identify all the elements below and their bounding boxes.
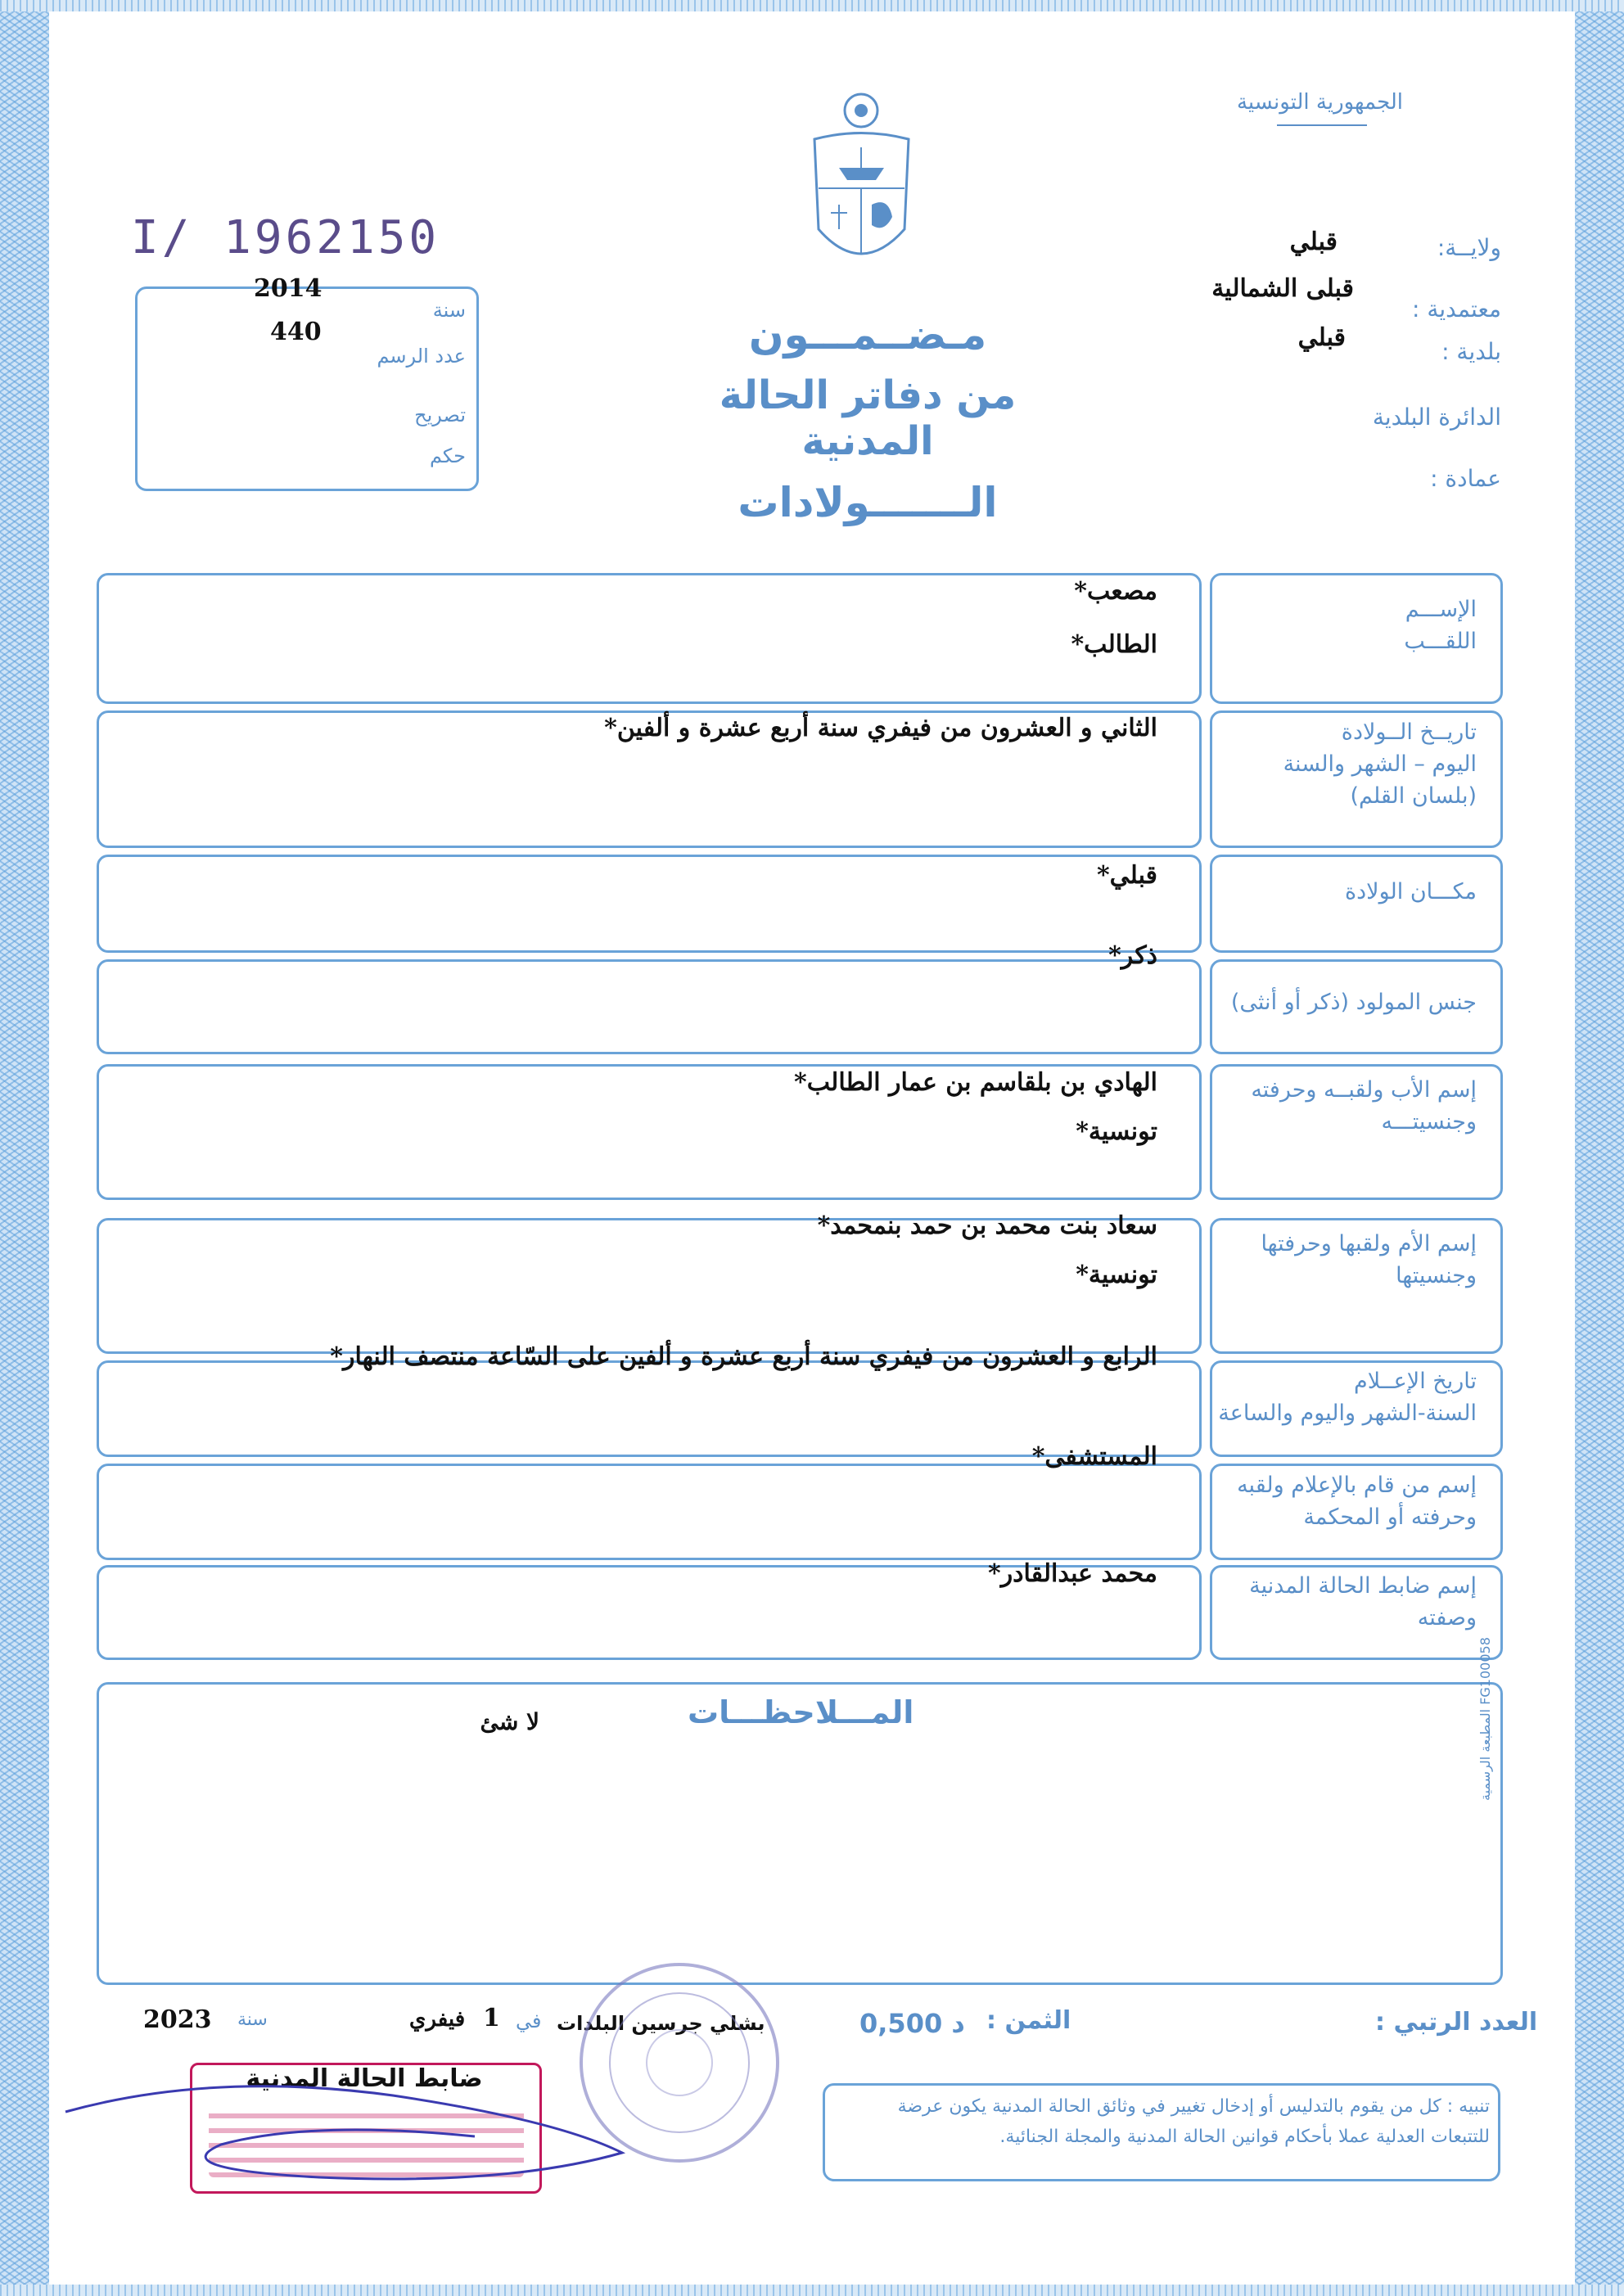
issue-day: 1 <box>483 2004 500 2032</box>
field-value-box <box>97 959 1202 1054</box>
field-label: الإســـم اللقـــب <box>1404 597 1477 655</box>
in-label: في <box>516 2010 542 2032</box>
sector-label: عمادة : <box>1430 465 1501 492</box>
decorative-border-bottom <box>0 2285 1624 2296</box>
reg-year-label: سنة <box>432 299 466 322</box>
field-value: قبلي* <box>1096 861 1157 890</box>
field-label: إسم الأب ولقبــه وحرفته وجنسيتـــه <box>1251 1077 1477 1135</box>
field-value: مصعب* <box>1074 577 1157 606</box>
field-value: الهادي بن بلقاسم بن عمار الطالب* <box>794 1068 1157 1097</box>
field-value: الطالب* <box>1071 630 1157 659</box>
municipality-value: قبلي <box>1297 323 1346 352</box>
reg-year-value: 2014 <box>254 274 323 303</box>
field-value: ذكر* <box>1108 941 1157 970</box>
field-value: تونسية* <box>1076 1117 1157 1146</box>
issue-place: بشلي جرسين البلدات <box>557 2012 765 2035</box>
print-code: المطبعة الرسمية FG100058 <box>1477 1637 1493 1801</box>
remarks-value: لا شئ <box>480 1708 539 1735</box>
reg-judgment-label: حكم <box>429 444 466 467</box>
remarks-label: المـــلاحظـــات <box>688 1694 914 1730</box>
title-line3: الـــــــولادات <box>738 479 998 526</box>
municipal-circle-label: الدائرة البلدية <box>1372 404 1501 431</box>
decorative-border-right <box>1575 0 1624 2296</box>
governorate-value: قبلي <box>1289 228 1338 256</box>
delegation-value: قبلى الشمالية <box>1211 274 1354 303</box>
field-value-box <box>97 1464 1202 1560</box>
document-number: I/ 1962150 <box>131 211 440 264</box>
title-line2: من دفاتر الحالة المدنية <box>719 372 1017 464</box>
decorative-border-top <box>0 0 1624 11</box>
reg-record-value: 440 <box>270 318 322 346</box>
decorative-border-left <box>0 0 49 2296</box>
coat-of-arms-emblem <box>806 90 917 278</box>
issue-year-label: سنة <box>237 2010 268 2030</box>
municipality-label: بلدية : <box>1441 338 1501 365</box>
warning-text: تنبيه : كل من يقوم بالتدليس أو إدخال تغيير في وثائق الحالة المدنية يكون عرضة للتتبعات العدلية عملا بأحكام قوانين الحالة المدنية والمجلة الجنائية. <box>897 2096 1490 2148</box>
field-value: سعاد بنت محمد بن حمد بنمحمد* <box>817 1211 1157 1240</box>
issue-year-value: 2023 <box>143 2005 212 2034</box>
field-value: محمد عبدالقادر* <box>988 1559 1157 1588</box>
field-label: مكـــان الولادة <box>1345 879 1477 904</box>
field-value: الرابع و العشرون من فيفري سنة أربع عشرة و ألفين على السّاعة منتصف النهار* <box>330 1342 1157 1371</box>
municipal-seal <box>573 1956 786 2169</box>
governorate-label: ولايــة: <box>1437 234 1501 261</box>
title-line1: مـضــمـــون <box>748 311 987 359</box>
serial-label: العدد الرتبي : <box>1375 2008 1538 2037</box>
stamp-officer-title: ضابط الحالة المدنية <box>246 2064 483 2093</box>
republic-label: الجمهورية التونسية <box>1236 90 1403 115</box>
field-label: تاريــخ الــولادة اليوم – الشهر والسنة (بلسان القلم) <box>1283 719 1477 810</box>
field-value-box <box>97 573 1202 704</box>
field-value: تونسية* <box>1076 1261 1157 1289</box>
field-label: جنس المولود (ذكر أو أنثى) <box>1230 990 1477 1015</box>
field-label: إسم الأم ولقبها وحرفتها وجنسيتها <box>1261 1231 1477 1289</box>
field-value: المستشفى* <box>1031 1442 1157 1471</box>
field-label: تاريخ الإعــلام السنة-الشهر واليوم والساعة <box>1218 1369 1477 1427</box>
field-value: الثاني و العشرون من فيفري سنة أربع عشرة و ألفين* <box>604 714 1157 742</box>
field-label: إسم ضابط الحالة المدنية وصفته <box>1249 1573 1477 1631</box>
issue-month: فيفري <box>409 2007 466 2032</box>
price-value: 0,500 د <box>859 2008 965 2039</box>
price-label: الثمن : <box>986 2006 1071 2035</box>
delegation-label: معتمدية : <box>1412 295 1501 323</box>
divider <box>1277 124 1367 126</box>
field-label: إسم من قام بالإعلام ولقبه وحرفته أو المحكمة <box>1237 1473 1477 1531</box>
reg-record-label: عدد الرسم <box>377 345 466 368</box>
reg-declaration-label: تصريح <box>414 404 466 426</box>
field-value-box <box>97 855 1202 953</box>
